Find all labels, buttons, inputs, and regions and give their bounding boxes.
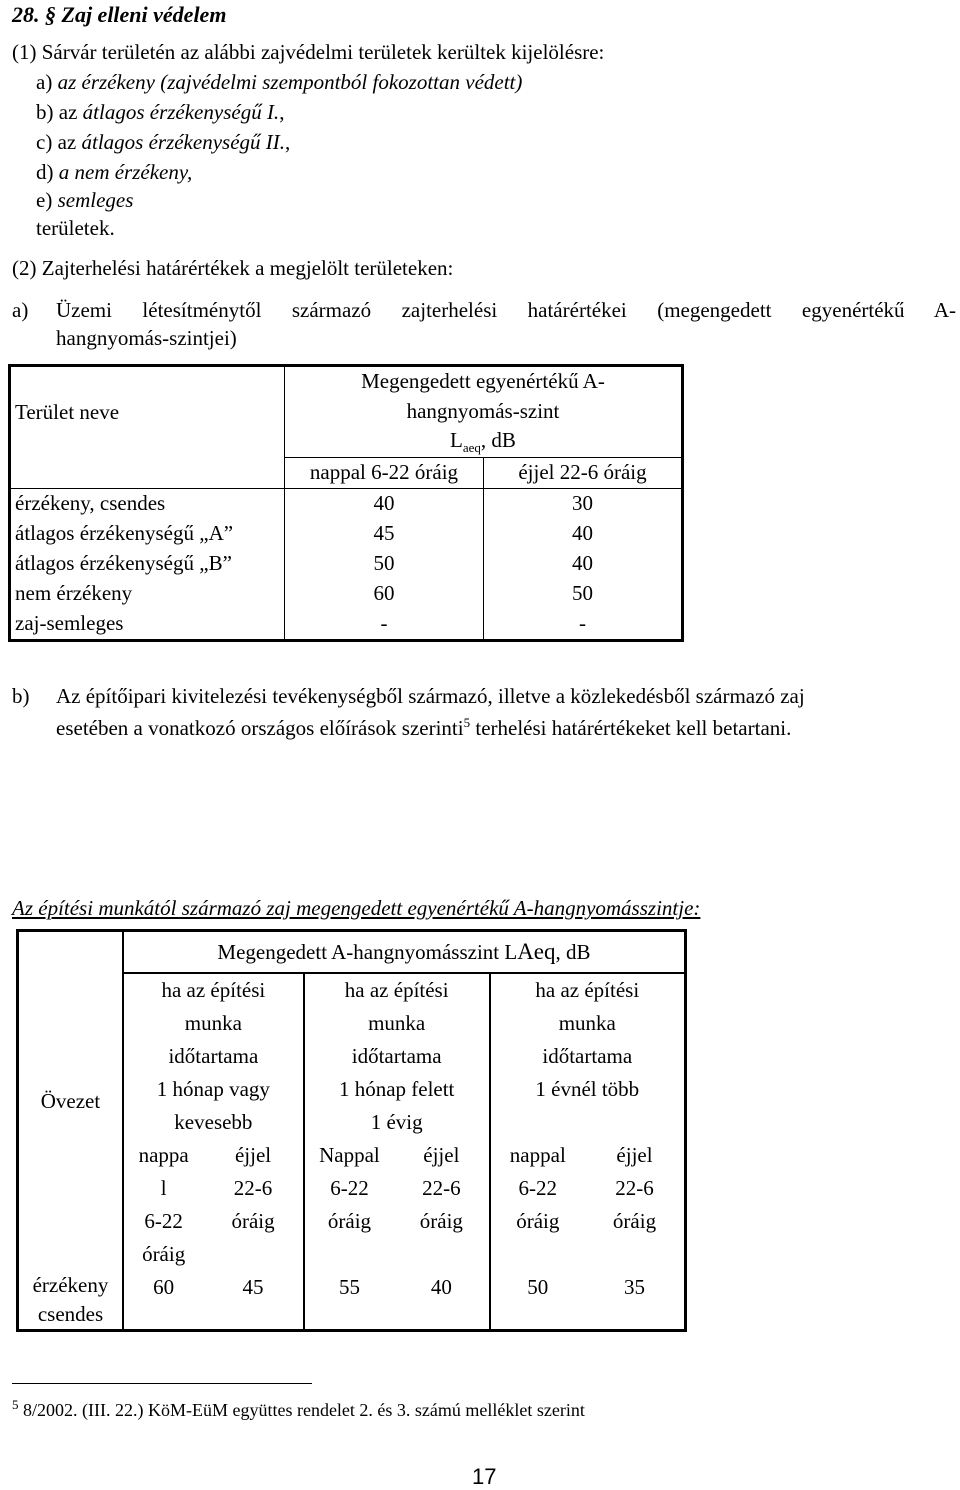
area-name: átlagos érzékenységű „A” [15,521,234,546]
item-text: semleges [57,188,134,212]
pb-line1: Az építőipari kivitelezési tevékenységből származó, illetve a közlekedésből származó zaj [56,684,805,708]
unit-symbol: L [450,428,463,453]
item-text: az érzékeny (zajvédelmi szempontból fokozottan védett) [57,70,523,94]
p1-intro: (1) Sárvár területén az alábbi zajvédelmi területek kerültek kijelölésre: [12,40,605,64]
p1-item-b [36,102,284,123]
sub-line: 22-6 [233,1176,273,1200]
item-letter: a) [36,70,53,94]
item-letter: b) [36,100,54,124]
pb-line2-start: esetében a vonatkozó országos előírások szerinti [56,716,464,740]
period-header-medium [304,973,490,1139]
item-letter: c) [36,130,53,154]
page-number: 17 [472,1464,497,1489]
footnote-separator [12,1383,312,1384]
unit-tail: , dB [480,428,516,453]
footnote-text: 8/2002. (III. 22.) KöM-EüM együttes rendelet 2. és 3. számú melléklet szerint [23,1400,585,1420]
period-line: 1 évnél több [535,1077,640,1101]
pa-line2: hangnyomás-szintjei) [56,326,237,350]
item-text-tail: , [285,130,291,154]
night-value: - [484,609,683,641]
table-row [10,489,683,520]
table-row [10,549,683,579]
sub-line: óráig [419,1209,463,1233]
day-value: 40 [284,489,483,520]
subheader-day: nappal 6-22 óráig [284,458,483,489]
section-heading [12,4,226,26]
value-cell: 40 [430,1275,452,1299]
footnote-ref[interactable]: 5 [463,715,471,730]
p2-text: (2) Zajterhelési határértékek a megjelölt területeken: [12,256,454,280]
night-value: 40 [484,519,683,549]
period-line: 1 évig [370,1110,423,1134]
column-header-area: Terület neve [15,399,120,424]
day-value: 45 [284,519,483,549]
period-line: 1 hónap felett [338,1077,455,1101]
area-name: érzékeny, csendes [15,491,166,516]
night-value: 40 [484,549,683,579]
limits-table-construction [16,929,687,1332]
item-text: az [58,100,83,124]
table-row [18,931,686,974]
item-letter: e) [36,188,53,212]
period-line: ha az építési [161,978,266,1002]
item-text-tail: , [279,100,285,124]
item-text-italic: átlagos érzékenységű II. [81,130,286,154]
period-line: kevesebb [174,1110,253,1134]
value-cell: 50 [490,1271,585,1331]
period-header-short [123,973,304,1139]
sub-line: nappal [509,1143,566,1167]
item-text: az [57,130,82,154]
sub-line: 22-6 [615,1176,654,1200]
item-text-italic: átlagos érzékenységű I. [82,100,280,124]
unit-subscript: aeq [462,440,481,456]
table-row [10,366,683,398]
p1-item-c [36,132,290,153]
header-main-text: Megengedett A-hangnyomásszint L [217,940,518,964]
table-row [18,1271,686,1331]
header-line2: hangnyomás-szint [284,397,682,427]
night-value: 50 [484,579,683,609]
subheader-night: éjjel 22-6 óráig [484,458,683,489]
pb-line2 [56,716,791,739]
section-symbol: § [45,2,56,27]
value-cell: 45 [242,1275,264,1299]
sub-line: óráig [612,1209,657,1233]
section-number: 28. [12,2,40,27]
period-line: 1 hónap vagy [156,1077,270,1101]
header-tail: , dB [555,940,591,964]
period-line: munka [558,1011,616,1035]
pb-line2-end: terhelési határértékeket kell betartani. [475,716,792,740]
value-cell: 55 [304,1271,394,1331]
pa-letter: a) [12,298,29,322]
header-subscript: Aeq [517,939,556,964]
day-value: - [284,609,483,641]
period-line: időtartama [168,1044,259,1068]
period-line: ha az építési [344,978,449,1002]
subheader-day [490,1139,585,1271]
subheader-night [394,1139,489,1271]
sub-line: nappa [138,1143,189,1167]
value-cell: 35 [624,1275,645,1299]
empty-cell [10,458,285,489]
p1-item-a [36,72,522,93]
section-title: Zaj elleni védelem [61,2,227,27]
period-line: munka [184,1011,242,1035]
pb-letter: b) [12,684,30,708]
sub-line: éjjel [423,1143,460,1167]
period-line: időtartama [351,1044,442,1068]
day-value: 60 [284,579,483,609]
area-name: átlagos érzékenységű „B” [15,551,232,576]
p1-item-e [36,190,133,211]
table-row [10,458,683,489]
sub-line: óráig [231,1209,275,1233]
sub-line: Nappal [319,1143,380,1167]
p1-closing: területek. [36,216,115,240]
zone-line: érzékeny [32,1273,109,1297]
subheader-day [123,1139,203,1271]
area-name: nem érzékeny [15,581,133,606]
sub-line: 22-6 [422,1176,461,1200]
sub-line: 6-22 [330,1176,369,1200]
table-row [10,609,683,641]
header-unit [284,427,682,458]
table2-title: Az építési munkától származó zaj megengedett egyenértékű A-hangnyomásszintje: [12,896,701,920]
p1-item-d [36,162,192,183]
item-text: a nem érzékeny, [58,160,193,184]
subheader-day [304,1139,394,1271]
period-line: időtartama [542,1044,633,1068]
header-main [123,931,686,974]
item-letter: d) [36,160,54,184]
day-value: 50 [284,549,483,579]
footnote [12,1398,585,1419]
sub-line: éjjel [616,1143,653,1167]
header-line1: Megengedett egyenértékű A- [284,366,682,398]
footnote-number: 5 [12,1397,19,1412]
sub-line: éjjel [234,1143,272,1167]
area-name: zaj-semleges [15,611,124,636]
sub-line: 6-22 [144,1209,183,1233]
zone-line: csendes [37,1302,104,1326]
night-value: 30 [484,489,683,520]
sub-line: óráig [516,1209,560,1233]
sub-line: l [160,1176,167,1200]
table-row [10,519,683,549]
table-row [10,579,683,609]
limits-table-operational [8,364,684,642]
sub-line: óráig [327,1209,372,1233]
value-cell: 60 [123,1271,203,1331]
period-header-long [490,973,686,1139]
period-line: munka [368,1011,426,1035]
zone-header: Övezet [40,1089,101,1113]
pa-line1: Üzemi létesítménytől származó zajterhelési határértékei (megengedett egyenértékű A- [56,298,956,322]
sub-line: óráig [142,1242,186,1266]
zone-name [18,1271,123,1331]
subheader-night [203,1139,303,1271]
subheader-night [585,1139,686,1271]
period-line: ha az építési [535,978,640,1002]
sub-line: 6-22 [518,1176,558,1200]
